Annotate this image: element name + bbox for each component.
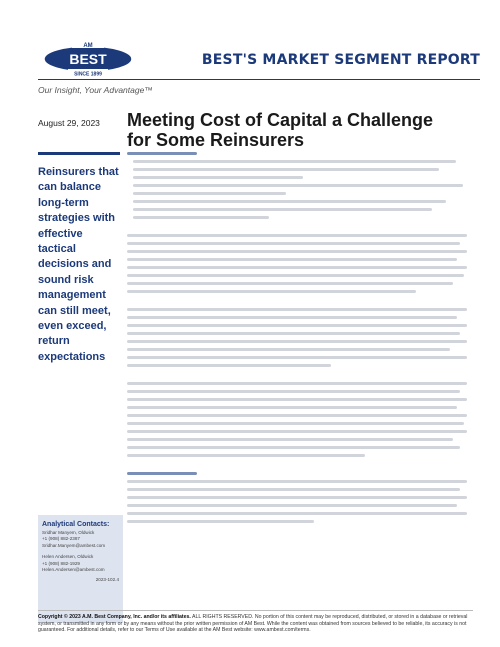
body-text-line-blurred bbox=[127, 488, 460, 491]
body-text-line-blurred bbox=[133, 216, 269, 219]
analytical-contacts bbox=[38, 515, 123, 623]
report-title: BEST'S MARKET SEGMENT REPORT bbox=[201, 52, 480, 68]
body-text-line-blurred bbox=[133, 176, 303, 179]
body-text-line-blurred bbox=[127, 274, 464, 277]
headline-line-1: Meeting Cost of Capital a Challenge bbox=[127, 110, 434, 130]
contact-email[interactable]: Sridhar.Manyem@ambest.com bbox=[42, 542, 106, 548]
contact-name: Sridhar Manyem, Oldwick bbox=[42, 530, 95, 535]
copyright-footer bbox=[38, 610, 473, 634]
body-text-line-blurred bbox=[133, 168, 439, 171]
publication-date: August 29, 2023 bbox=[38, 118, 100, 128]
body-text-line-blurred bbox=[127, 446, 460, 449]
tagline: Our Insight, Your Advantage™ bbox=[38, 85, 153, 95]
body-text-line-blurred bbox=[127, 398, 467, 401]
logo-top-text: AM bbox=[83, 43, 93, 49]
body-text-line-blurred bbox=[127, 512, 467, 515]
body-text-line-blurred bbox=[133, 184, 463, 187]
body-text-line-blurred bbox=[127, 234, 467, 237]
contacts-heading: Analytical Contacts: bbox=[42, 521, 110, 528]
am-best-logo bbox=[42, 40, 134, 78]
body-text-line-blurred bbox=[127, 504, 457, 507]
body-text-line-blurred bbox=[127, 324, 467, 327]
contact-phone: +1 (908) 882-2387 bbox=[42, 536, 80, 542]
body-text-line-blurred bbox=[133, 200, 446, 203]
body-text-line-blurred bbox=[133, 192, 286, 195]
logo-bottom-text: SINCE 1899 bbox=[74, 71, 102, 78]
body-text-line-blurred bbox=[127, 258, 457, 261]
body-text-line-blurred bbox=[127, 332, 460, 335]
section-heading-blurred bbox=[127, 472, 197, 475]
contact-email[interactable]: Helen.Andersen@ambest.com bbox=[42, 567, 105, 573]
body-text-line-blurred bbox=[127, 422, 464, 425]
body-text-line-blurred bbox=[127, 282, 453, 285]
body-text-line-blurred bbox=[127, 316, 457, 319]
document-number: 2023-102.4 bbox=[95, 577, 119, 583]
body-text-line-blurred bbox=[127, 364, 331, 367]
copyright-line: Copyright © 2023 A.M. Best Company, Inc. and/or its affiliates. bbox=[38, 614, 191, 620]
header-rule bbox=[38, 79, 480, 80]
body-text-line-blurred bbox=[127, 430, 467, 433]
body-text-line-blurred bbox=[133, 208, 432, 211]
body-text-line-blurred bbox=[127, 382, 467, 385]
body-text-line-blurred bbox=[127, 356, 467, 359]
body-text-line-blurred bbox=[127, 438, 453, 441]
body-text-line-blurred bbox=[127, 290, 416, 293]
body-text-line-blurred bbox=[127, 414, 467, 417]
copyright-notice: ALL RIGHTS RESERVED. No portion of this content may be reproduced, distributed, or stored in a database or retrieval system, or transmitted in any form or by any means without the prior written permission of AM Best. While the content was obtained from sources believed to be reliable, its accuracy is not guaranteed. For additional details, refer to our Terms of Use available at the AM Best website: www.ambest.com/terms. bbox=[38, 614, 468, 634]
body-text-line-blurred bbox=[127, 406, 457, 409]
body-text-line-blurred bbox=[127, 242, 460, 245]
body-text-line-blurred bbox=[127, 348, 450, 351]
body-text-line-blurred bbox=[127, 340, 467, 343]
body-text-line-blurred bbox=[127, 390, 460, 393]
body-text-line-blurred bbox=[127, 308, 467, 311]
body-text-line-blurred bbox=[127, 480, 467, 483]
headline bbox=[127, 110, 467, 150]
article-body-blurred bbox=[127, 152, 467, 547]
body-text-line-blurred bbox=[127, 250, 467, 253]
body-text-line-blurred bbox=[127, 266, 467, 269]
pull-quote: Reinsurers that can balance long-term strategies with effective tactical decisions and sound risk management can still meet, even exceed, return expectations bbox=[38, 152, 120, 365]
logo-main-text: BEST bbox=[69, 51, 107, 67]
headline-line-2: for Some Reinsurers bbox=[127, 130, 305, 150]
body-text-line-blurred bbox=[127, 454, 365, 457]
section-heading-blurred bbox=[127, 152, 197, 155]
body-text-line-blurred bbox=[133, 160, 456, 163]
contact-name: Helen Andersen, Oldwick bbox=[42, 554, 94, 560]
body-text-line-blurred bbox=[127, 496, 467, 499]
contact-phone: +1 (908) 882-1929 bbox=[42, 560, 80, 566]
body-text-line-blurred bbox=[127, 520, 314, 523]
